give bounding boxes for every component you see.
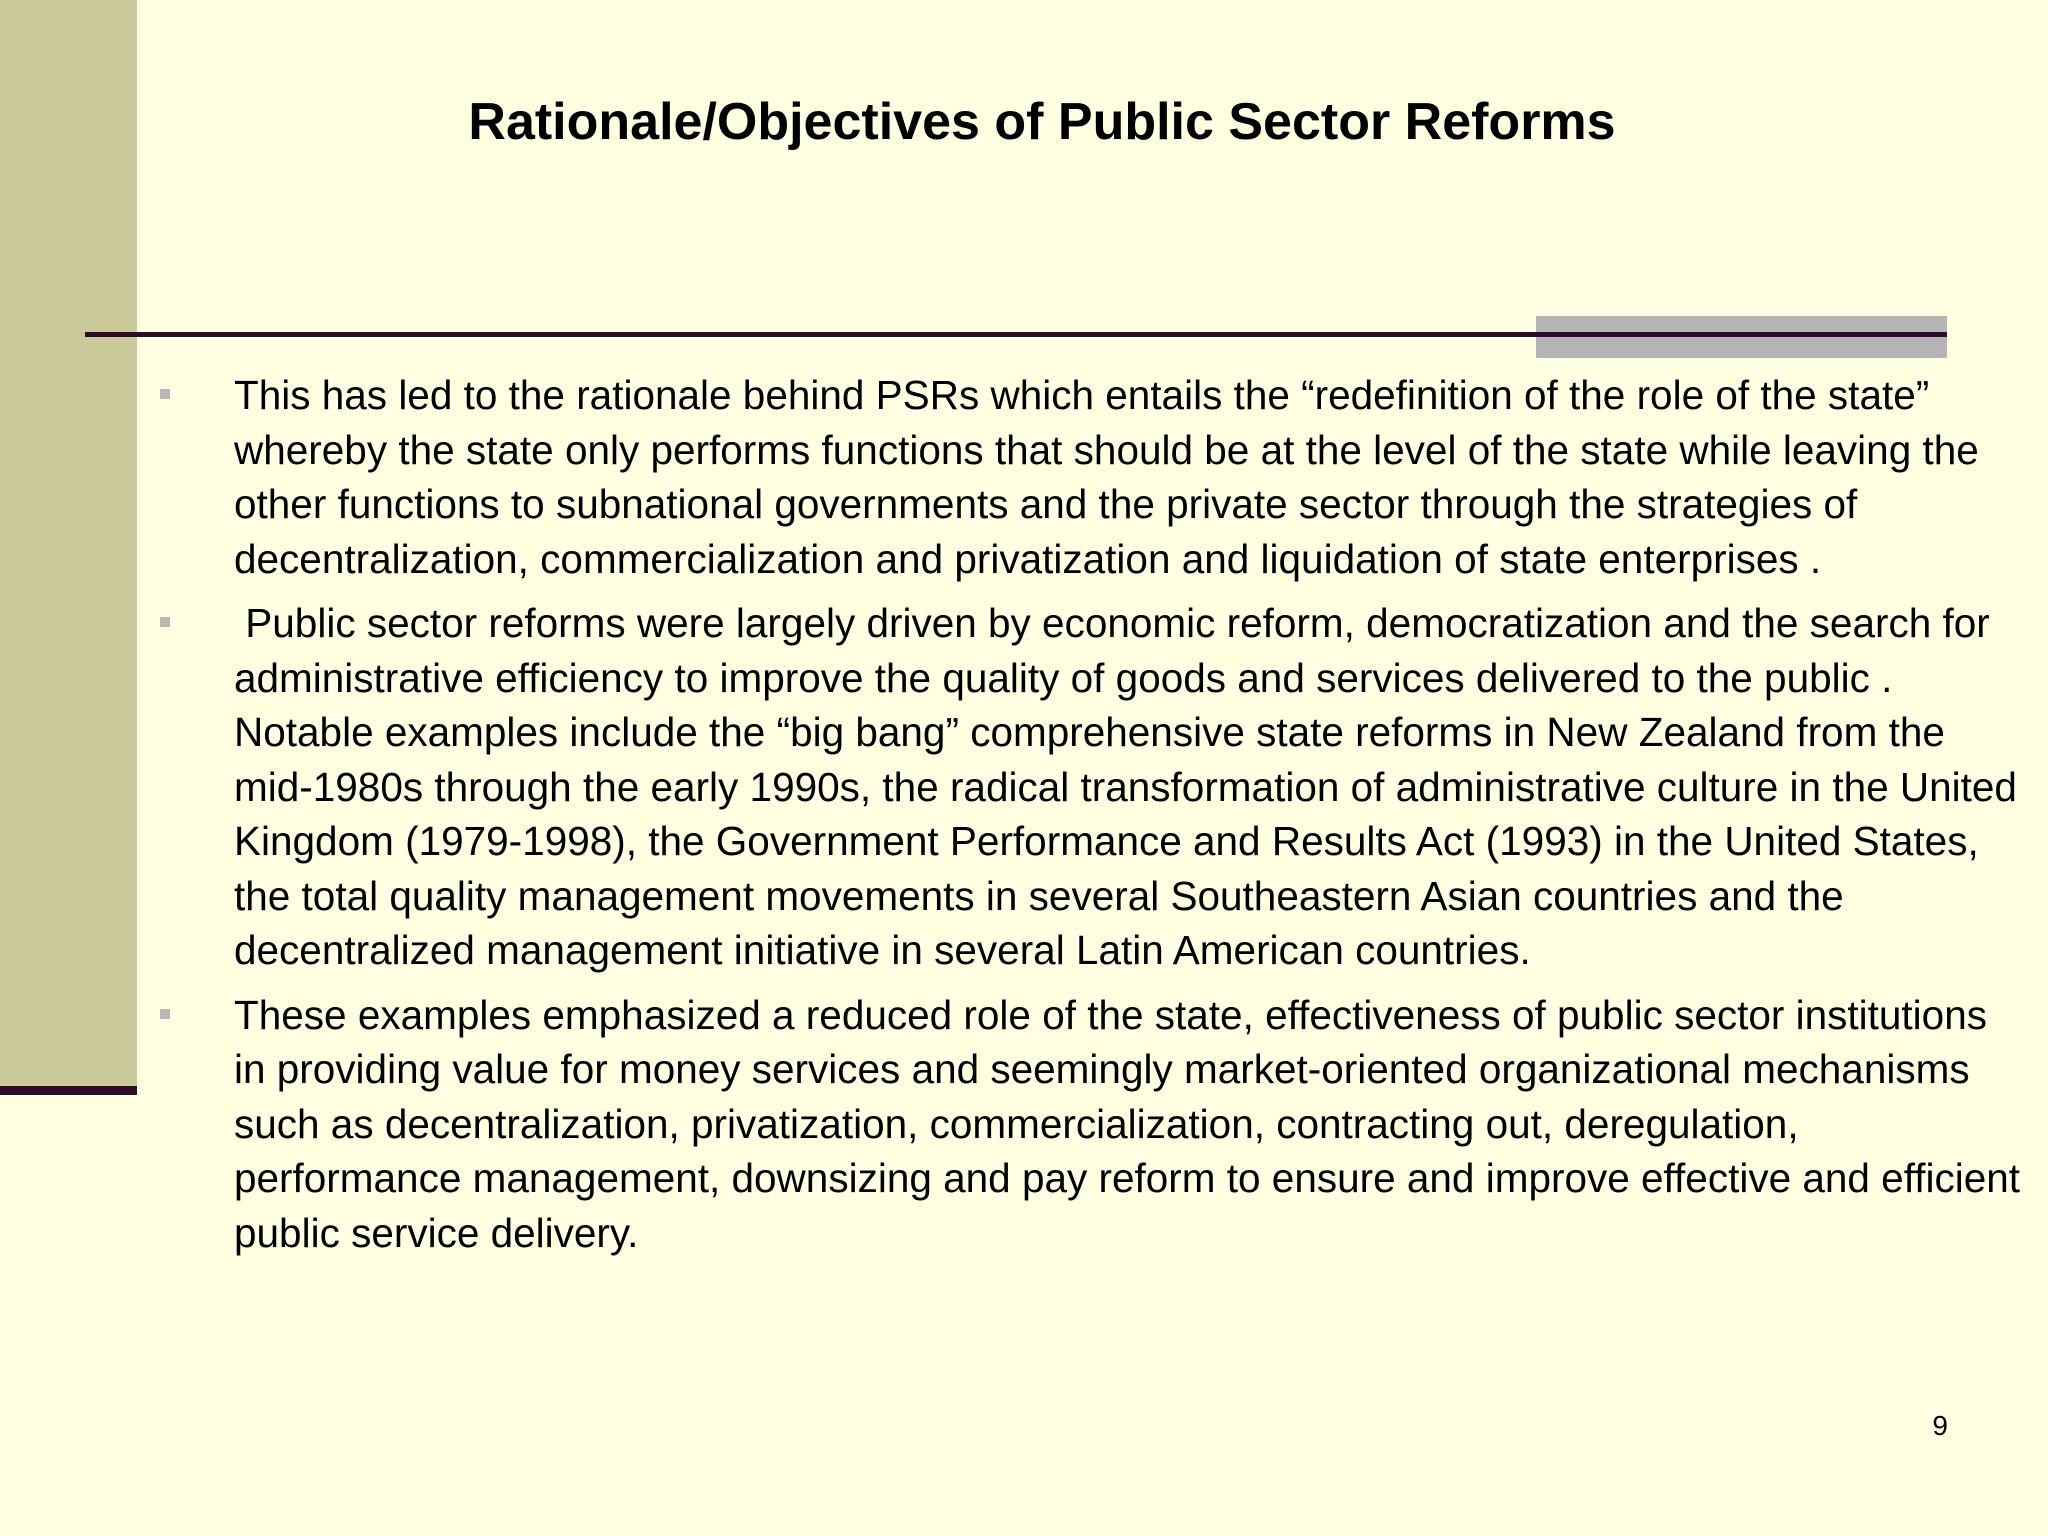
list-item xyxy=(160,988,2032,1261)
left-decorative-bar xyxy=(0,0,137,1086)
bullet-list xyxy=(160,368,2032,1270)
bullet-text: This has led to the rationale behind PSRs which entails the “redefinition of the role of the state” whereby the state only performs functions that should be at the level of the state while leaving the other functions to subnational governments and the private sector through the strategies of decentralization, commercialization and privatization and liquidation of state enterprises . xyxy=(234,372,1991,582)
bullet-text: These examples emphasized a reduced role of the state, effectiveness of public sector institutions in providing value for money services and seemingly market-oriented organizational mechanisms such as decentralization, privatization, commercialization, contracting out, deregulation, performance management, downsizing and pay reform to ensure and improve effective and efficient public service delivery. xyxy=(234,991,2032,1256)
left-bar-underline xyxy=(0,1086,137,1095)
page-number: 9 xyxy=(1932,1410,1948,1441)
title-divider-line xyxy=(85,332,1947,337)
square-bullet-icon xyxy=(160,389,170,399)
square-bullet-icon xyxy=(160,1009,170,1019)
bullet-text: Public sector reforms were largely driven by economic reform, democratization and the search for administrative efficiency to improve the quality of goods and services delivered to the public . Notable examples include the “big bang” comprehensive state reforms in New Zealand from the mid-1980s through the early 1990s, the radical transformation of administrative culture in the United Kingdom (1979-1998), the Government Performance and Results Act (1993) in the United States, the total quality management movements in several Southeastern Asian countries and the decentralized management initiative in several Latin American countries. xyxy=(234,600,2029,973)
list-item xyxy=(160,596,2029,978)
square-bullet-icon xyxy=(160,617,170,627)
list-item xyxy=(160,368,2020,586)
decorative-grey-block xyxy=(1536,316,1947,358)
slide-title: Rationale/Objectives of Public Sector Reforms xyxy=(468,93,1616,151)
